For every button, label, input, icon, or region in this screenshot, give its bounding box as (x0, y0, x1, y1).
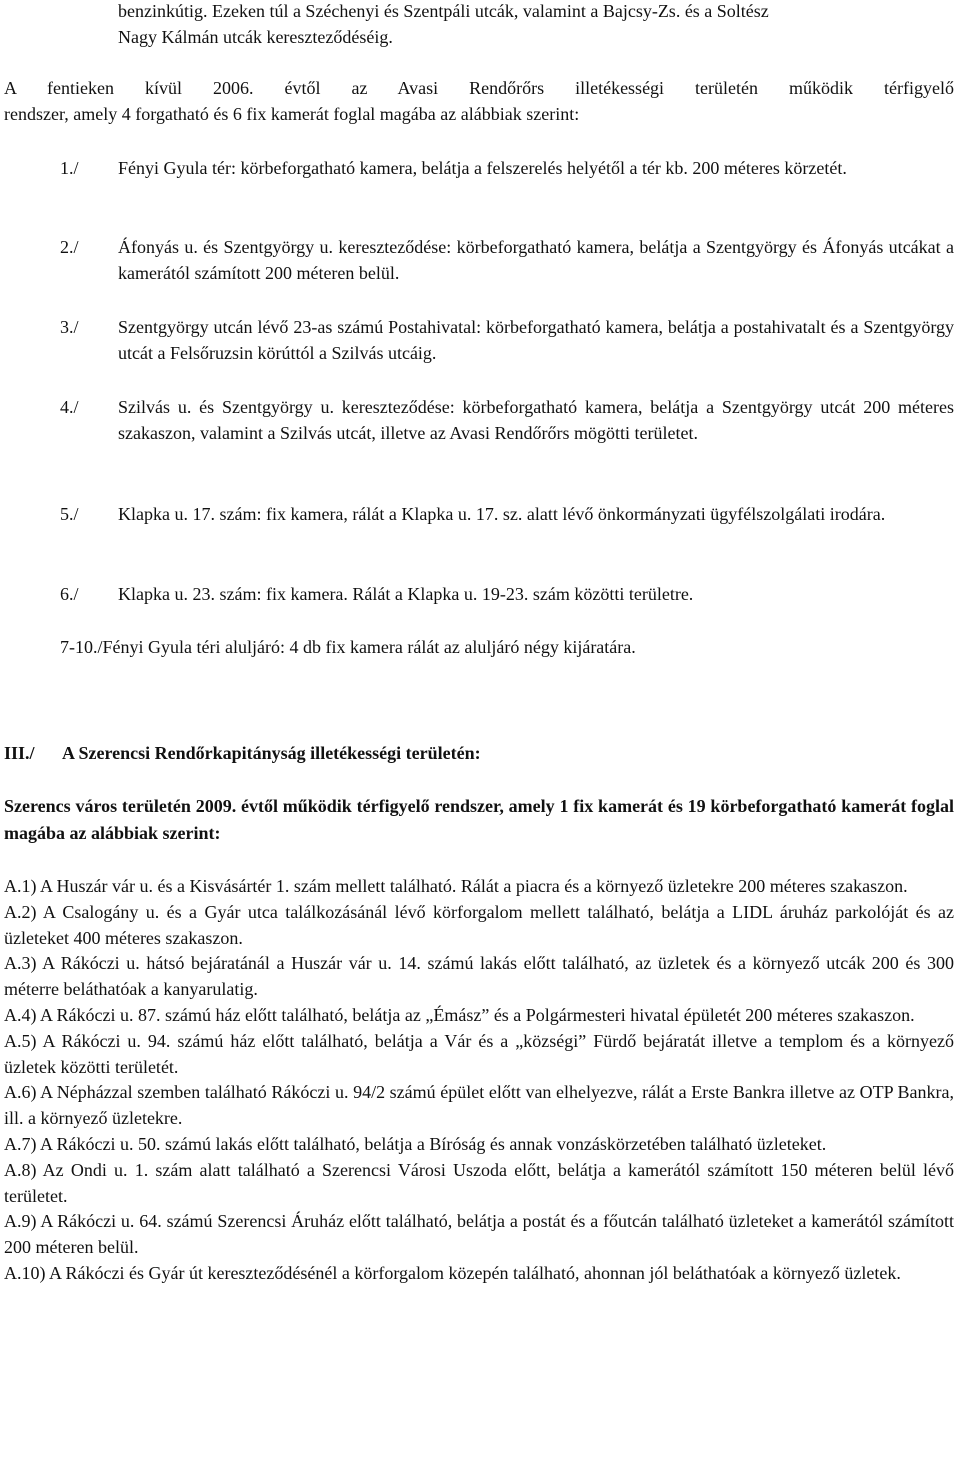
list-item-7-10: 7-10./Fényi Gyula téri aluljáró: 4 db fix kamera rálát az aluljáró négy kijáratára. (60, 637, 636, 657)
list-item (60, 581, 954, 607)
szerencs-camera-list (4, 874, 954, 1287)
camera-item: A.2) A Csalogány u. és a Gyár utca találkozásánál lévő körforgalom mellett található, belátja a LIDL áruház parkolóját és az üzleteket 400 méteres szakaszon. (4, 901, 954, 948)
intro-paragraph (118, 0, 954, 50)
camera-item: A.9) A Rákóczi u. 64. számú Szerencsi Áruház előtt található, belátja a postát és a főutcán található üzleteket a kamerától számított 200 méteren belül. (4, 1211, 954, 1258)
list-item-number: 2./ (60, 237, 79, 257)
camera-item: A.3) A Rákóczi u. hátsó bejáratánál a Huszár vár u. 14. számú lakás előtt található, az üzletek és a környező utcák 200 és 300 méterre beláthatóak a kanyarulatig. (4, 953, 954, 1000)
list-item-text: Szentgyörgy utcán lévő 23-as számú Postahivatal: körbeforgatható kamera, belátja a postahivatalt és a Szentgyörgy utcát a Felsőruzsin körúttól a Szilvás utcáig. (118, 317, 954, 363)
list-item-number: 5./ (60, 504, 79, 524)
camera-item: A.6) A Népházzal szemben található Rákóczi u. 94/2 számú épület előtt van elhelyezve, rálát a Erste Bankra illetve az OTP Bankra, ill. a környező üzletekre. (4, 1082, 954, 1129)
list-item-number: 4./ (60, 397, 79, 417)
list-item-text: Klapka u. 17. szám: fix kamera, rálát a Klapka u. 17. sz. alatt lévő önkormányzati ügyfélszolgálati irodára. (118, 504, 886, 524)
list-item (60, 155, 954, 181)
intro-line: benzinkútig. Ezeken túl a Széchenyi és Szentpáli utcák, valamint a Bajcsy-Zs. és a Soltész (118, 1, 769, 21)
list-item-number: 6./ (60, 584, 79, 604)
list-item-number: 1./ (60, 158, 79, 178)
avasi-paragraph (4, 75, 954, 127)
avasi-line: rendszer, amely 4 forgatható és 6 fix kamerát foglal magába az alábbiak szerint: (4, 104, 580, 124)
camera-item: A.7) A Rákóczi u. 50. számú lakás előtt található, belátja a Bíróság és annak vonzáskörzetében található üzleteket. (4, 1133, 827, 1154)
camera-item: A.8) Az Ondi u. 1. szám alatt található a Szerencsi Városi Uszoda előtt, belátja a kamerától számított 150 méteren belül lévő területet. (4, 1159, 954, 1206)
intro-line: Nagy Kálmán utcák kereszteződéséig. (118, 27, 393, 47)
list-item-text: Klapka u. 23. szám: fix kamera. Rálát a Klapka u. 19-23. szám közötti területre. (118, 584, 694, 604)
list-item-text: Áfonyás u. és Szentgyörgy u. kereszteződése: körbeforgatható kamera, belátja a Szentgyörgy és Áfonyás utcákat a kamerától számított 200 méteren belül. (118, 237, 954, 283)
list-item (60, 501, 954, 527)
list-item (60, 234, 954, 286)
camera-item: A.1) A Huszár vár u. és a Kisvásártér 1. szám mellett található. Rálát a piacra és a környező üzletekre 200 méteres szakaszon. (4, 876, 908, 896)
section-number: III./ (4, 743, 35, 763)
section-heading (4, 740, 954, 766)
list-item-text: Fényi Gyula tér: körbeforgatható kamera, belátja a felszerelés helyétől a tér kb. 200 méteres körzetét. (118, 158, 847, 178)
camera-item: A.4) A Rákóczi u. 87. számú ház előtt található, belátja az „Émász” és a Polgármesteri hivatal épületét 200 méteres szakaszon. (4, 1004, 915, 1025)
list-item (60, 314, 954, 366)
list-item-text: Szilvás u. és Szentgyörgy u. kereszteződése: körbeforgatható kamera, belátja a Szentgyörgy utcát 200 méteres szakaszon, valamint a Szilvás utcát, illetve az Avasi Rendőrőrs mögötti területet. (118, 397, 954, 443)
section-title: A Szerencsi Rendőrkapitányság illetékességi területén: (62, 743, 481, 763)
camera-item: A.10) A Rákóczi és Gyár út kereszteződésénél a körforgalom közepén található, ahonnan jól beláthatóak a környező üzletek. (4, 1262, 901, 1283)
camera-item: A.5) A Rákóczi u. 94. számú ház előtt található, belátja a Vár és a „községi” Fürdő bejáratát illetve a templom és a környező üzletek közötti területét. (4, 1030, 954, 1077)
avasi-line: A fentieken kívül 2006. évtől az Avasi Rendőrőrs illetékességi területén működik térfigyelő (4, 78, 954, 98)
list-item (60, 394, 954, 446)
szerencs-intro: Szerencs város területén 2009. évtől működik térfigyelő rendszer, amely 1 fix kamerát és 19 körbeforgatható kamerát foglal magába az alábbiak szerint: (4, 796, 954, 843)
list-item-number: 3./ (60, 317, 79, 337)
